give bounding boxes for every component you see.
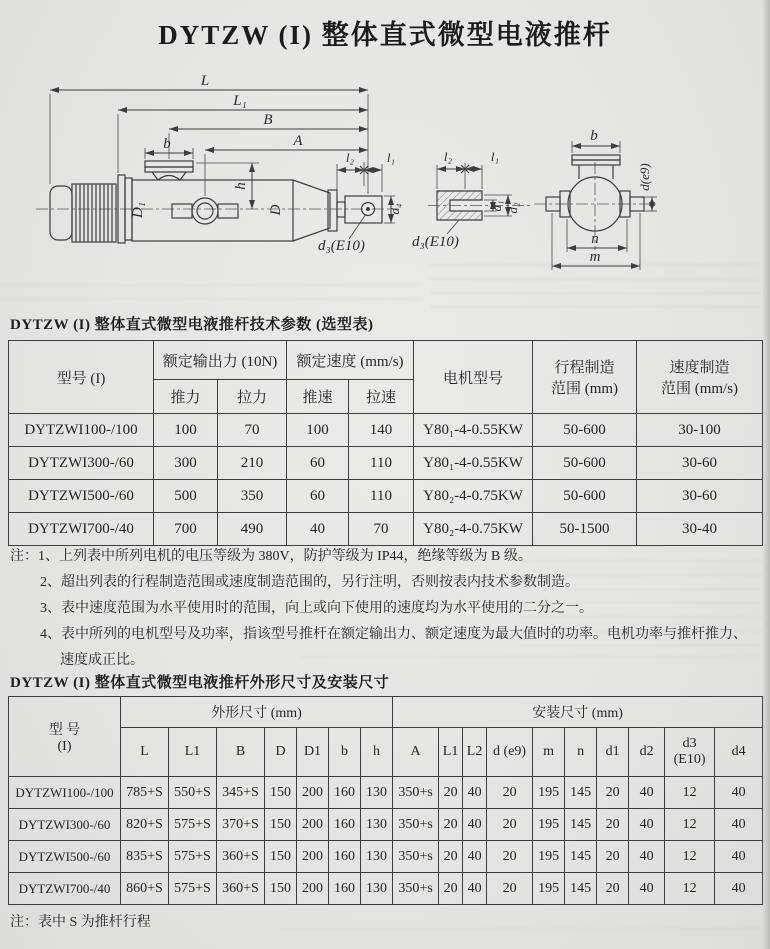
- motor-cell: Y80₂-4-0.75KW: [414, 513, 533, 546]
- value-cell: 20: [487, 809, 533, 841]
- dim-label-D: D: [268, 204, 284, 216]
- value-cell: 70: [349, 513, 414, 546]
- value-cell: 150: [265, 873, 297, 905]
- value-cell: 500: [154, 480, 218, 513]
- dimension-table-caption: DYTZW (I) 整体直式微型电液推杆外形尺寸及安装尺寸: [10, 675, 390, 691]
- notes-block: [10, 544, 762, 674]
- value-cell: 40: [629, 777, 665, 809]
- value-cell: 20: [439, 777, 463, 809]
- side-view-drawing: [36, 73, 402, 254]
- end-label-b: b: [590, 128, 598, 144]
- value-cell: 370+S: [217, 809, 265, 841]
- note-line-3: 3、表中速度范围为水平使用时的范围，向上或向下使用的速度均为水平使用的二分之一。: [40, 601, 593, 616]
- value-cell: 360+S: [217, 841, 265, 873]
- section-label-d1: d₁: [489, 200, 504, 212]
- col-header-speed-range: [637, 341, 763, 414]
- value-cell: 300: [154, 447, 218, 480]
- col-header: A: [393, 728, 439, 777]
- dim-label-B: B: [263, 112, 273, 128]
- value-cell: 150: [265, 809, 297, 841]
- value-cell: 20: [597, 873, 629, 905]
- value-cell: 150: [265, 841, 297, 873]
- value-cell: 195: [533, 873, 565, 905]
- model-cell: DYTZWI300-/60: [9, 447, 154, 480]
- section-label-l1: l₁: [490, 149, 500, 164]
- value-cell: 195: [533, 841, 565, 873]
- section-label-l2: l₂: [443, 149, 453, 164]
- value-cell: 20: [439, 873, 463, 905]
- value-cell: 490: [218, 513, 287, 546]
- note-text: 1、上列表中所列电机的电压等级为 380V，防护等级为 IP44，绝缘等级为 B 级。: [38, 549, 532, 564]
- col-header-pull-force: 拉力: [218, 380, 287, 414]
- col-header-model: 型号 (I): [9, 341, 154, 414]
- table-row: [9, 809, 763, 841]
- value-cell: 200: [297, 809, 329, 841]
- stroke-range-line2: 范围 (mm): [550, 381, 619, 397]
- end-label-de9: d(e9): [637, 163, 652, 191]
- value-cell: 60: [287, 480, 349, 513]
- motor-cell: Y80₁-4-0.55KW: [414, 414, 533, 447]
- value-cell: 100: [287, 414, 349, 447]
- dim-label-b: b: [163, 136, 171, 152]
- section-label-d2: d₂: [505, 202, 520, 214]
- bleed-through-artifact: [280, 916, 762, 942]
- value-cell: 700: [154, 513, 218, 546]
- value-cell: 40: [463, 809, 487, 841]
- table-row: [9, 777, 763, 809]
- motor-cell: Y80₁-4-0.55KW: [414, 447, 533, 480]
- value-cell: 20: [487, 841, 533, 873]
- value-cell: 160: [329, 809, 361, 841]
- stroke-cell: 50-600: [533, 414, 637, 447]
- value-cell: 820+S: [121, 809, 169, 841]
- value-cell: 550+S: [169, 777, 217, 809]
- value-cell: 12: [665, 777, 715, 809]
- dim-label-d3: d₃(E10): [318, 238, 365, 254]
- value-cell: 350: [218, 480, 287, 513]
- value-cell: 350+s: [393, 873, 439, 905]
- value-cell: 40: [629, 841, 665, 873]
- model-cell: DYTZWI100-/100: [9, 777, 121, 809]
- col-header-push-speed: 推速: [287, 380, 349, 414]
- dim-label-h: h: [233, 182, 249, 190]
- dim-label-D1: D₁: [130, 201, 146, 219]
- value-cell: 20: [439, 809, 463, 841]
- col-header: d (e9): [487, 728, 533, 777]
- stroke-note: 注：表中 S 为推杆行程: [10, 915, 151, 930]
- value-cell: 40: [463, 777, 487, 809]
- speed-cell: 30-100: [637, 414, 763, 447]
- col-header: d4: [715, 728, 763, 777]
- value-cell: 40: [629, 873, 665, 905]
- end-label-m: m: [589, 249, 601, 265]
- model-cell: DYTZWI700-/40: [9, 873, 121, 905]
- speed-cell: 30-60: [637, 480, 763, 513]
- col-header: L1: [439, 728, 463, 777]
- value-cell: 835+S: [121, 841, 169, 873]
- col-header-push-force: 推力: [154, 380, 218, 414]
- col-header: L2: [463, 728, 487, 777]
- table-row: [9, 841, 763, 873]
- dimension-table: [8, 696, 763, 905]
- section-view-drawing: [412, 149, 530, 250]
- spec-table-caption: DYTZW (I) 整体直式微型电液推杆技术参数 (选型表): [10, 317, 374, 333]
- dim-label-A: A: [293, 133, 303, 149]
- model-cell: DYTZWI500-/60: [9, 841, 121, 873]
- value-cell: 20: [597, 809, 629, 841]
- value-cell: 200: [297, 777, 329, 809]
- dim-label-l1: l₁: [386, 150, 396, 165]
- end-view-drawing: [534, 128, 657, 270]
- value-cell: 110: [349, 480, 414, 513]
- end-label-n: n: [591, 231, 599, 247]
- model-cell: DYTZWI300-/60: [9, 809, 121, 841]
- value-cell: 785+S: [121, 777, 169, 809]
- value-cell: 195: [533, 777, 565, 809]
- note-line-2: 2、超出列表的行程制造范围或速度制造范围的，另行注明，否则按表内技术参数制造。: [40, 575, 579, 590]
- col-header-pull-speed: 拉速: [349, 380, 414, 414]
- value-cell: 360+S: [217, 873, 265, 905]
- spec-table: [8, 340, 763, 546]
- value-cell: 130: [361, 809, 393, 841]
- speed-range-line2: 范围 (mm/s): [660, 381, 739, 397]
- value-cell: 20: [487, 777, 533, 809]
- value-cell: 20: [597, 777, 629, 809]
- value-cell: 575+S: [169, 873, 217, 905]
- dim-label-d4: d₄: [387, 203, 402, 215]
- value-cell: 130: [361, 777, 393, 809]
- value-cell: 12: [665, 809, 715, 841]
- stroke-cell: 50-600: [533, 480, 637, 513]
- col-header: d1: [597, 728, 629, 777]
- col-header: D: [265, 728, 297, 777]
- value-cell: 100: [154, 414, 218, 447]
- value-cell: 860+S: [121, 873, 169, 905]
- dim-label-L: L: [200, 73, 210, 89]
- value-cell: 195: [533, 809, 565, 841]
- value-cell: 40: [629, 809, 665, 841]
- table-row: [9, 513, 763, 546]
- value-cell: 40: [287, 513, 349, 546]
- stroke-range-line1: 行程制造: [554, 360, 615, 376]
- note-label: 注：: [10, 549, 38, 564]
- value-cell: 145: [565, 873, 597, 905]
- col-header: h: [361, 728, 393, 777]
- value-cell: 145: [565, 841, 597, 873]
- note-line-1: [10, 544, 762, 570]
- speed-cell: 30-60: [637, 447, 763, 480]
- value-cell: 40: [463, 841, 487, 873]
- value-cell: 12: [665, 841, 715, 873]
- value-cell: 40: [715, 777, 763, 809]
- value-cell: 160: [329, 841, 361, 873]
- table-row: [9, 480, 763, 513]
- model-header-line1: 型 号: [48, 722, 81, 738]
- value-cell: 145: [565, 777, 597, 809]
- group-header-install-dims: 安装尺寸 (mm): [393, 697, 763, 728]
- col-header: D1: [297, 728, 329, 777]
- value-cell: 40: [463, 873, 487, 905]
- value-cell: 70: [218, 414, 287, 447]
- value-cell: 20: [439, 841, 463, 873]
- col-header: d3 (E10): [665, 728, 715, 777]
- value-cell: 40: [715, 873, 763, 905]
- section-label-d3: d₃(E10): [412, 234, 459, 250]
- value-cell: 110: [349, 447, 414, 480]
- col-header: L1: [169, 728, 217, 777]
- value-cell: 130: [361, 841, 393, 873]
- technical-drawing: [0, 58, 770, 310]
- col-header: d2: [629, 728, 665, 777]
- value-cell: 150: [265, 777, 297, 809]
- value-cell: 20: [487, 873, 533, 905]
- value-cell: 350+s: [393, 841, 439, 873]
- value-cell: 575+S: [169, 841, 217, 873]
- value-cell: 130: [361, 873, 393, 905]
- value-cell: 12: [665, 873, 715, 905]
- dim-label-L1: L₁: [233, 93, 247, 109]
- col-header-motor: 电机型号: [414, 341, 533, 414]
- value-cell: 20: [597, 841, 629, 873]
- value-cell: 210: [218, 447, 287, 480]
- col-header-rated-output: 额定输出力 (10N): [154, 341, 287, 380]
- stroke-cell: 50-1500: [533, 513, 637, 546]
- stroke-cell: 50-600: [533, 447, 637, 480]
- dim-label-l2: l₂: [345, 150, 355, 165]
- value-cell: 145: [565, 809, 597, 841]
- value-cell: 575+S: [169, 809, 217, 841]
- page-title: DYTZW (I) 整体直式微型电液推杆: [158, 20, 612, 50]
- col-header: n: [565, 728, 597, 777]
- value-cell: 200: [297, 873, 329, 905]
- col-header-rated-speed: 额定速度 (mm/s): [287, 341, 414, 380]
- value-cell: 160: [329, 873, 361, 905]
- model-cell: DYTZWI500-/60: [9, 480, 154, 513]
- table-row: [9, 873, 763, 905]
- value-cell: 350+s: [393, 809, 439, 841]
- value-cell: 350+s: [393, 777, 439, 809]
- col-header: m: [533, 728, 565, 777]
- speed-range-line1: 速度制造: [669, 360, 730, 376]
- value-cell: 40: [715, 841, 763, 873]
- model-cell: DYTZWI100-/100: [9, 414, 154, 447]
- col-header: b: [329, 728, 361, 777]
- value-cell: 140: [349, 414, 414, 447]
- note-line-4: 4、表中所列的电机型号及功率，指该型号推杆在额定输出力、额定速度为最大值时的功率。电机功率与推杆推力、: [40, 627, 747, 642]
- value-cell: 60: [287, 447, 349, 480]
- value-cell: 160: [329, 777, 361, 809]
- group-header-outline-dims: 外形尺寸 (mm): [121, 697, 393, 728]
- speed-cell: 30-40: [637, 513, 763, 546]
- col-header-model: [9, 697, 121, 777]
- value-cell: 200: [297, 841, 329, 873]
- value-cell: 40: [715, 809, 763, 841]
- col-header: B: [217, 728, 265, 777]
- note-line-5: 速度成正比。: [60, 653, 144, 668]
- table-row: [9, 447, 763, 480]
- motor-cell: Y80₂-4-0.75KW: [414, 480, 533, 513]
- table-row: [9, 414, 763, 447]
- model-cell: DYTZWI700-/40: [9, 513, 154, 546]
- model-header-line2: (I): [57, 738, 72, 754]
- col-header: L: [121, 728, 169, 777]
- value-cell: 345+S: [217, 777, 265, 809]
- col-header-stroke-range: [533, 341, 637, 414]
